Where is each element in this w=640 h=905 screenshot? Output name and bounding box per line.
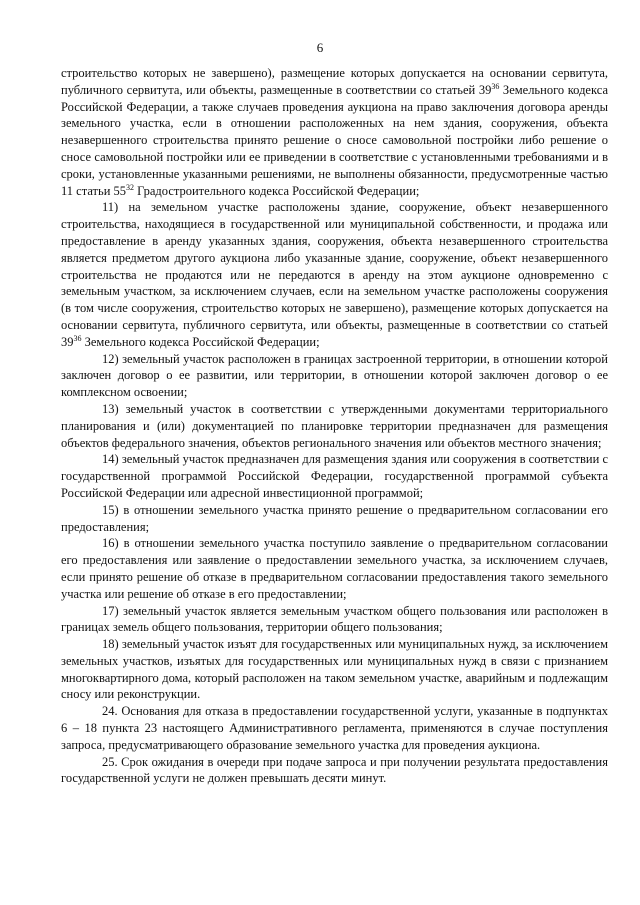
- paragraph-item-12: [61, 351, 608, 401]
- text-run: Земельного кодекса Российской Федерации;: [81, 334, 320, 349]
- text-run: строительство которых не завершено), размещение которых допускается на основании сервитута, публичного сервитута, или объекты, размещенные в соответствии со статьей 39: [61, 66, 608, 97]
- paragraph-item-17: [61, 603, 608, 637]
- text-run: Градостроительного кодекса Российской Федерации;: [134, 183, 420, 198]
- paragraph-item-18: [61, 636, 608, 703]
- text-run: 12) земельный участок расположен в границах застроенной территории, в отношении которой заключен договор о ее развитии, или территории, в отношении которой заключен договор о ее комплексном освоении;: [61, 351, 608, 400]
- text-run: 17) земельный участок является земельным участком общего пользования или расположен в границах земель общего пользования, территории общего пользования;: [61, 603, 608, 635]
- text-run: 24. Основания для отказа в предоставлении государственной услуги, указанные в подпунктах 6 – 18 пункта 23 настоящего Административного регламента, применяются в случае поступления запроса, предусматривающего образование земельного участка для проведения аукциона.: [61, 704, 608, 752]
- text-run: 13) земельный участок в соответствии с утвержденными документами территориального планирования и (или) документацией по планировке территории предназначен для размещения объектов федерального значения, объектов регионального значения или объектов местного значения;: [61, 401, 608, 450]
- text-run: 18) земельный участок изъят для государственных или муниципальных нужд, за исключением земельных участков, изъятых для государственных или муниципальных нужд в связи с признанием многоквартирного дома, который расположен на таком земельном участке, аварийным и подлежащим сносу или реконструкции.: [61, 637, 608, 702]
- text-run: 15) в отношении земельного участка принято решение о предварительном согласовании его предоставления;: [61, 502, 608, 534]
- paragraph-item-13: [61, 401, 608, 451]
- page-number: 6: [316, 40, 324, 55]
- superscript: 36: [491, 81, 500, 91]
- document-body: [61, 65, 608, 787]
- text-run: 16) в отношении земельного участка поступило заявление о предварительном согласовании его предоставления или заявление о предоставлении земельного участка, за исключением случаев, если принято решение об отказе в предварительном согласовании предоставления такого земельного участка или решение об отказе в его предоставлении;: [61, 536, 608, 601]
- superscript: 36: [73, 333, 82, 343]
- paragraph-point-24: [61, 703, 608, 753]
- text-run: 11) на земельном участке расположены здание, сооружение, объект незавершенного строительства, находящиеся в государственной или муниципальной собственности, и продажа или предоставление в аренду указанных здания, сооружения, объекта незавершенного строительства является предметом другого аукциона либо указанные здание, сооружение, объект незавершенного строительства не продаются или не передаются в аренду на этом аукционе одновременно с земельным участком, за исключением случаев, если на земельном участке расположены сооружения (в том числе сооружения, строительство которых не завершено), размещение которых допускается на основании сервитута, публичного сервитута, или объекты, размещенные в соответствии со статьей 39: [61, 200, 608, 349]
- paragraph-item-14: [61, 451, 608, 501]
- paragraph-point-25: [61, 754, 608, 788]
- text-run: 14) земельный участок предназначен для размещения здания или сооружения в соответствии с государственной программой Российской Федерации, государственной программой субъекта Российской Федерации или адресной инвестиционной программой;: [61, 452, 608, 500]
- paragraph-item-15: [61, 502, 608, 536]
- paragraph-item-16: [61, 535, 608, 602]
- paragraph-item-11: [61, 199, 608, 350]
- paragraph-cont: [61, 65, 608, 199]
- superscript: 32: [126, 182, 135, 192]
- text-run: 25. Срок ожидания в очереди при подаче запроса и при получении результата предоставления государственной услуги не должен превышать десяти минут.: [61, 754, 608, 786]
- text-run: Земельного кодекса Российской Федерации, а также случаев проведения аукциона на право заключения договора аренды земельного участка, если в отношении расположенных на нем здания, сооружения, объекта незавершенного строительства принято решение о сносе самовольной постройки либо решение о сносе самовольной постройки или ее приведении в соответствие с установленными требованиями и в сроки, установленные указанными решениями, не выполнены обязанности, предусмотренные частью 11 статьи 55: [61, 82, 608, 198]
